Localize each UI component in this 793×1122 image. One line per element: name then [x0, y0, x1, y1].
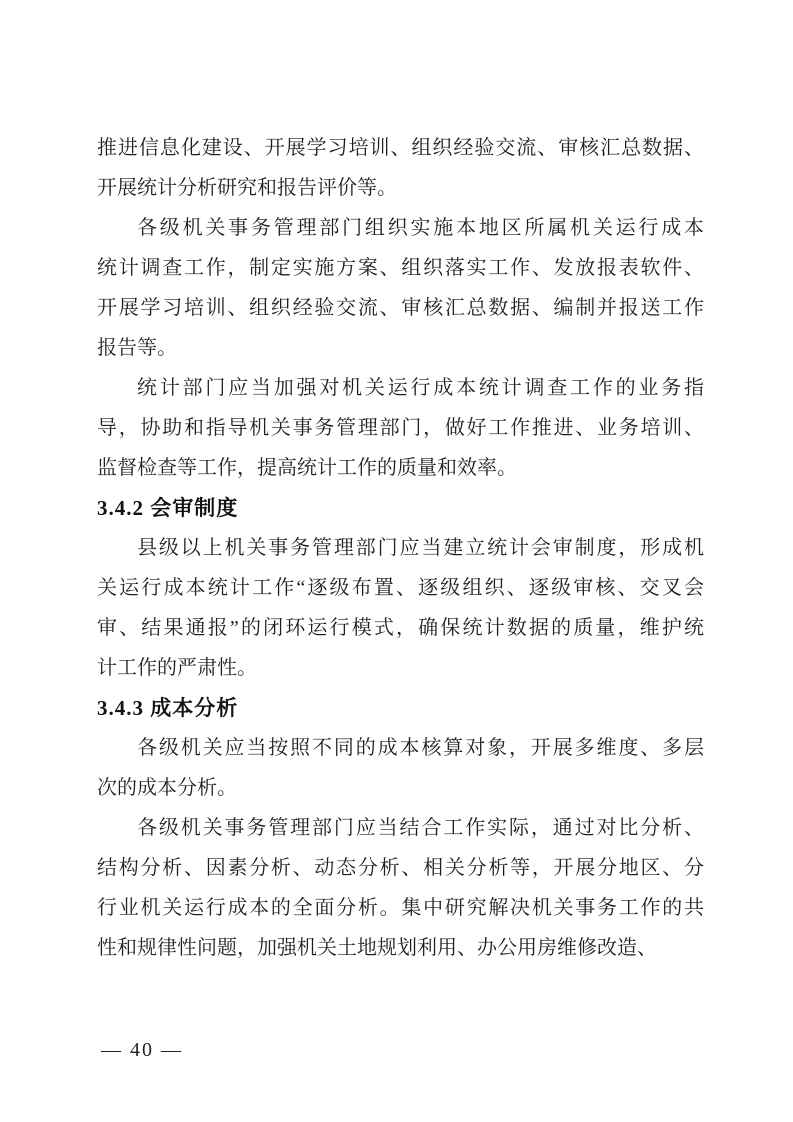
body-line: 结构分析、因素分析、动态分析、相关分析等，开展分地区、分 [97, 857, 704, 879]
body-line: 监督检查等工作，提高统计工作的质量和效率。 [97, 457, 517, 479]
body-line: 推进信息化建设、开展学习培训、组织经验交流、审核汇总数据、 [97, 137, 704, 159]
section-heading-3-4-3: 3.4.3 成本分析 [97, 696, 239, 720]
body-line: 各级机关事务管理部门应当结合工作实际，通过对比分析、 [137, 817, 704, 839]
section-heading-3-4-2: 3.4.2 会审制度 [97, 496, 239, 520]
body-line: 各级机关事务管理部门组织实施本地区所属机关运行成本 [137, 217, 704, 239]
body-line: 开展学习培训、组织经验交流、审核汇总数据、编制并报送工作 [97, 297, 704, 319]
body-line: 报告等。 [97, 337, 177, 359]
body-line: 关运行成本统计工作“逐级布置、逐级组织、逐级审核、交叉会 [97, 577, 704, 599]
body-line: 统计部门应当加强对机关运行成本统计调查工作的业务指 [137, 377, 704, 399]
body-line: 行业机关运行成本的全面分析。集中研究解决机关事务工作的共 [97, 897, 704, 919]
body-line: 统计调查工作，制定实施方案、组织落实工作、发放报表软件、 [97, 257, 704, 279]
body-line: 审、结果通报”的闭环运行模式，确保统计数据的质量，维护统 [97, 617, 704, 639]
body-line: 导，协助和指导机关事务管理部门，做好工作推进、业务培训、 [97, 417, 704, 439]
body-line: 性和规律性问题，加强机关土地规划利用、办公用房维修改造、 [97, 937, 657, 959]
body-line: 县级以上机关事务管理部门应当建立统计会审制度，形成机 [137, 537, 704, 559]
page-number: — 40 — [101, 1039, 183, 1061]
body-line: 计工作的严肃性。 [97, 657, 257, 679]
body-line: 次的成本分析。 [97, 777, 237, 799]
body-line: 各级机关应当按照不同的成本核算对象，开展多维度、多层 [137, 737, 704, 759]
body-line: 开展统计分析研究和报告评价等。 [97, 177, 397, 199]
document-body [97, 128, 704, 968]
